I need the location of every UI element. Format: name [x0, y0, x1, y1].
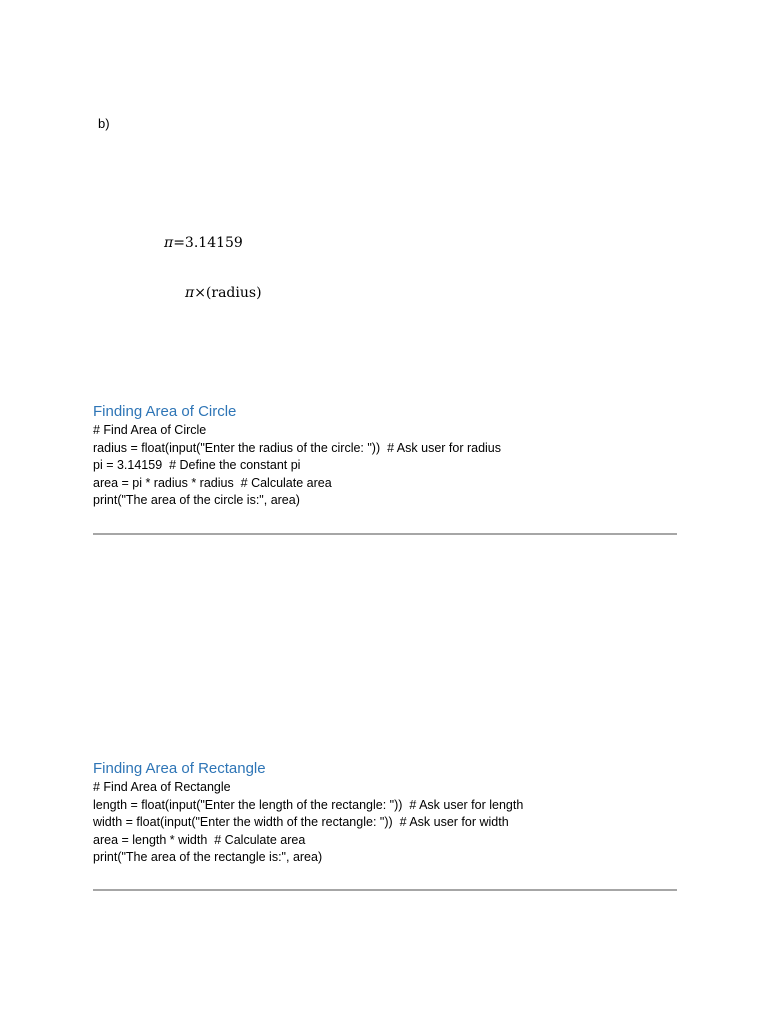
pi-symbol-area: π [185, 285, 195, 301]
section-heading-rectangle: Finding Area of Rectangle [93, 760, 266, 777]
code-line: length = float(input("Enter the length of the rectangle: ")) # Ask user for length [93, 797, 524, 812]
rectangle-section [93, 759, 677, 867]
pi-value: =3.14159 [173, 235, 243, 251]
pi-definition-formula [164, 234, 243, 252]
code-line: print("The area of the rectangle is:", area) [93, 850, 323, 865]
code-line: print("The area of the circle is:", area) [93, 493, 300, 508]
code-line: # Find Area of Rectangle [93, 780, 231, 794]
circle-area-formula [185, 284, 262, 302]
horizontal-rule [93, 889, 677, 891]
circle-section [93, 402, 677, 510]
code-line: radius = float(input("Enter the radius of the circle: ")) # Ask user for radius [93, 440, 502, 455]
section-heading-circle: Finding Area of Circle [93, 403, 237, 420]
code-line: pi = 3.14159 # Define the constant pi [93, 458, 301, 473]
horizontal-rule [93, 533, 677, 535]
part-label: b) [98, 116, 110, 131]
pi-symbol: π [164, 235, 174, 251]
code-line: area = length * width # Calculate area [93, 832, 306, 847]
area-expression: ×(radius) [194, 285, 262, 301]
code-line: area = pi * radius * radius # Calculate area [93, 475, 332, 490]
code-line: # Find Area of Circle [93, 423, 207, 437]
code-line: width = float(input("Enter the width of the rectangle: ")) # Ask user for width [93, 815, 509, 830]
